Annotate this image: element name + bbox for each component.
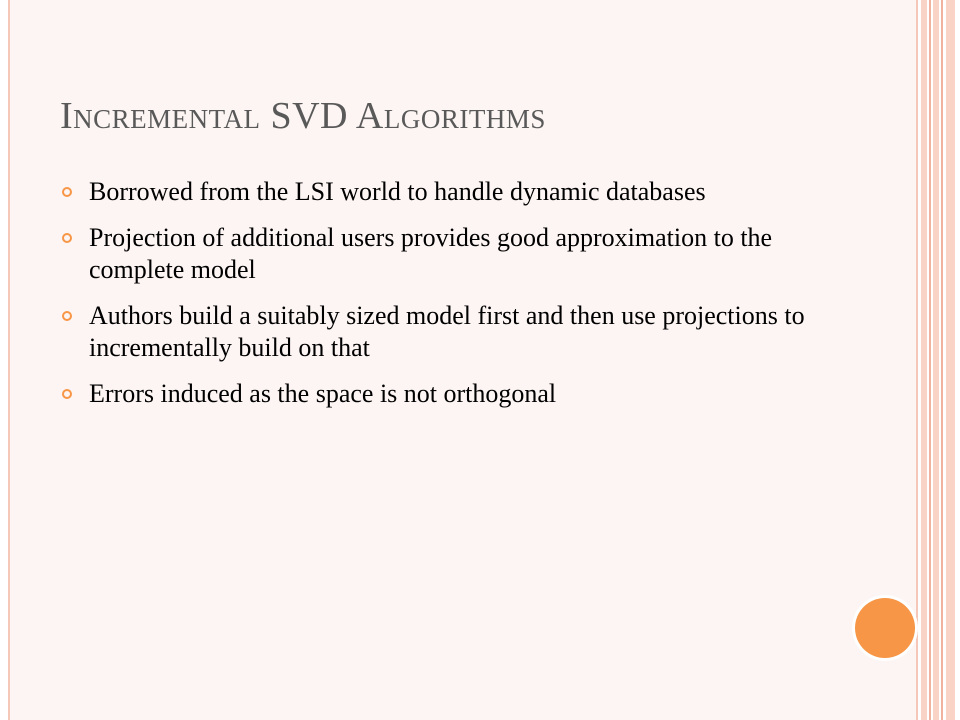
bullet-item xyxy=(62,222,822,286)
bullet-circle-icon xyxy=(62,389,72,399)
bullet-text: Authors build a suitably sized model first and then use projections to incrementally build on that xyxy=(89,301,805,362)
bullet-list xyxy=(62,176,822,424)
bullet-circle-icon xyxy=(62,233,72,243)
orange-circle-decoration xyxy=(855,598,915,658)
side-stripe-line xyxy=(941,0,943,720)
side-stripe-line xyxy=(929,0,931,720)
bullet-item xyxy=(62,300,822,364)
bullet-item xyxy=(62,176,822,208)
bullet-text: Errors induced as the space is not orthogonal xyxy=(89,379,557,408)
side-stripe xyxy=(921,0,927,720)
side-stripe xyxy=(933,0,939,720)
bullet-item xyxy=(62,378,822,410)
bullet-circle-icon xyxy=(62,187,72,197)
bullet-text: Projection of additional users provides good approximation to the complete model xyxy=(89,223,773,284)
bullet-text: Borrowed from the LSI world to handle dynamic databases xyxy=(89,177,706,206)
side-stripe xyxy=(946,0,955,720)
bullet-circle-icon xyxy=(62,311,72,321)
slide-title: Incremental SVD Algorithms xyxy=(60,95,546,137)
